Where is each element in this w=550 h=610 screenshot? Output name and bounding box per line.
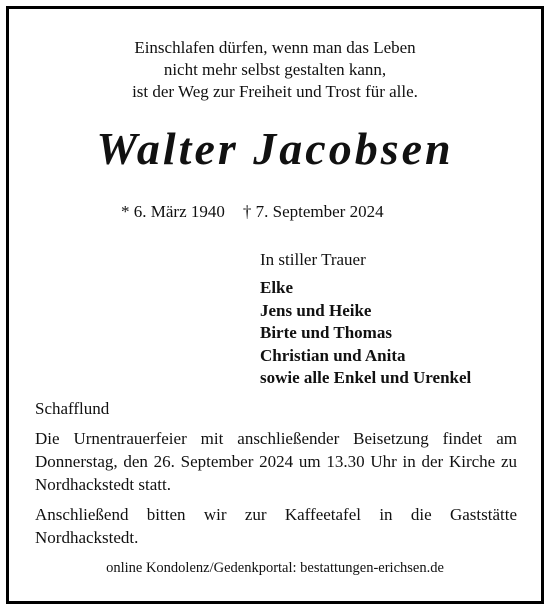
mourner-3: Birte und Thomas [260, 323, 392, 342]
death-date: † 7. September 2024 [242, 202, 384, 221]
mourning-intro: In stiller Trauer [260, 250, 366, 269]
poem-line-3: ist der Weg zur Freiheit und Trost für alle. [132, 82, 418, 101]
obituary-notice [6, 6, 544, 604]
deceased-name: Walter Jacobsen [96, 123, 454, 174]
coffee-reception-note: Anschließend bitten wir zur Kaffeetafel in die Gaststätte Nordhackstedt. [35, 505, 517, 547]
mourner-1: Elke [260, 278, 294, 297]
online-condolence-link: online Kondolenz/Gedenkportal: bestattungen-erichsen.de [106, 560, 444, 576]
ceremony-details: Die Urnentrauerfeier mit anschließender Beisetzung findet am Donnerstag, den 26. September 2024 um 13.30 Uhr in der Kirche zu Nordhackstedt statt. [35, 429, 517, 494]
place-name: Schafflund [35, 399, 110, 418]
mourner-4: Christian und Anita [260, 345, 406, 365]
birth-date: * 6. März 1940 [121, 202, 225, 221]
mourners-list [260, 277, 471, 390]
poem-line-2: nicht mehr selbst gestalten kann, [163, 60, 387, 79]
mourner-5: sowie alle Enkel und Urenkel [260, 368, 472, 387]
memorial-poem [9, 37, 541, 103]
mourner-2: Jens und Heike [260, 300, 372, 320]
poem-line-1: Einschlafen dürfen, wenn man das Leben [134, 38, 416, 57]
life-dates [121, 201, 384, 223]
